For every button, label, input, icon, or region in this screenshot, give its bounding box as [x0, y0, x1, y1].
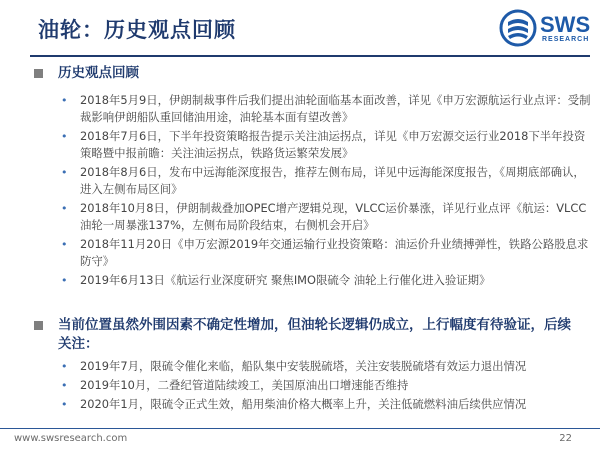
bullet-dot-icon: •: [61, 202, 68, 215]
title-divider: [30, 55, 590, 57]
bullet-dot-icon: •: [61, 398, 68, 411]
section-square-icon: [34, 69, 43, 78]
list-item: • 2018年5月9日，伊朗制裁事件后我们提出油轮面临基本面改善，详见《申万宏源航运行业点评：受制裁影响伊朗船队重回储油用途，油轮基本面有望改善》: [61, 93, 591, 124]
page-number: 22: [559, 433, 572, 444]
bullet-dot-icon: •: [61, 238, 68, 251]
bullet-dot-icon: •: [61, 274, 68, 287]
history-list: [58, 92, 592, 291]
footer-url[interactable]: www.swsresearch.com: [14, 433, 128, 444]
list-item: • 2018年7月6日，下半年投资策略报告提示关注油运拐点，详见《申万宏源交运行业2018下半年投资策略暨中报前瞻：关注油运拐点，铁路货运繁荣发展》: [61, 129, 586, 160]
list-item: • 2019年7月，限硫令催化来临，船队集中安装脱硫塔，关注安装脱硫塔有效运力退出情况: [61, 359, 527, 373]
section-heading-history: 历史观点回顾: [34, 64, 574, 83]
section-square-icon: [34, 321, 43, 330]
bullet-dot-icon: •: [61, 94, 68, 107]
list-item: • 2019年10月，二叠纪管道陆续竣工，美国原油出口增速能否维持: [61, 378, 409, 392]
logo-text: SWS: [540, 12, 591, 37]
footer-divider: [0, 428, 600, 429]
bullet-dot-icon: •: [61, 166, 68, 179]
bullet-dot-icon: •: [61, 130, 68, 143]
list-item: • 2020年1月，限硫令正式生效，船用柴油价格大概率上升，关注低硫燃料油后续供应情况: [61, 397, 527, 411]
list-item: • 2018年8月6日，发布中远海能深度报告，推荐左侧布局，详见中远海能深度报告，《周期底部确认，进入左侧布局区间》: [61, 165, 585, 196]
page-title: 油轮：历史观点回顾: [38, 17, 236, 42]
list-item: • 2018年11月20日《申万宏源2019年交通运输行业投资策略：油运价升业绩搏弹性，铁路公路股息求防守》: [61, 237, 589, 268]
bullet-dot-icon: •: [61, 360, 68, 373]
logo-subtext: RESEARCH: [542, 36, 590, 43]
list-item: • 2019年6月13日《航运行业深度研究 聚焦IMO限硫令 油轮上行催化进入验证期》: [61, 273, 491, 287]
outlook-list: [58, 358, 592, 415]
section-heading-outlook: 当前位置虽然外围因素不确定性增加，但油轮长逻辑仍成立，上行幅度有待验证，后续关注：: [34, 316, 574, 354]
list-item: • 2018年10月8日，伊朗制裁叠加OPEC增产逻辑兑现，VLCC运价暴涨，详见行业点评《航运：VLCC油轮一周暴涨137%，左侧布局阶段结束，右侧机会开启》: [61, 201, 587, 232]
bullet-dot-icon: •: [61, 379, 68, 392]
